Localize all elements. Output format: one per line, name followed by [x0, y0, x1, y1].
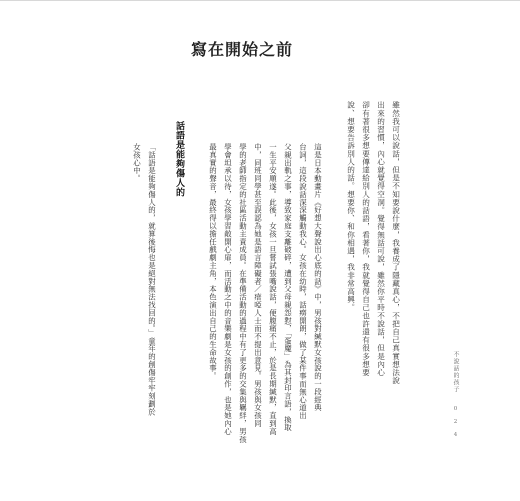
section-heading: 話語是能夠傷人的 [174, 121, 184, 197]
body-line-8: 最真實的聲音，最終得以擔任戲劇主角，本色演出自己的生命故事。 [208, 143, 218, 380]
page-title: 寫在開始之前 [191, 40, 294, 59]
poem-line-3: 卻有著很多想要傳達給別人的話語，看著你，我就覺得自己也許還有很多想要 [361, 101, 371, 377]
body-line-3: 父親出軌之事，導致家庭支離破碎，遭到父母親怨懟，「蛋魔」為其封印言語，換取 [283, 143, 293, 432]
poem-line-2: 出來的習慣，內心就覺得空洞。覺得無話可說，雖然你平時不說話，但是內心 [376, 101, 386, 377]
body-line-5: 中，同班同學甚至誤認為她是語言障礙者／瘖啞人士而不提出意見。男孩與女孩同 [253, 143, 263, 428]
quote-line-2: 女孩心中。 [132, 143, 142, 183]
body-line-6: 學的老師指定的社區活動主責成員。在準備活動的過程中有了更多的交集與羈絆，男孩 [238, 143, 248, 444]
body-line-4: 一生平安順遂。此後，女孩一旦嘗試張嘴說話，便腹痛不止，於是長期緘默，直到高 [268, 143, 278, 436]
page-number: 0 2 4 [452, 406, 459, 439]
poem-line-1: 雖然我可以說話，但是不知要說什麼，我養成了隱藏真心，不把自己真實想法說 [391, 101, 401, 385]
body-line-7: 學會坦承以待，女孩學習敞開心扉，而活動之中的音樂劇是女孩的創作，也是她內心 [223, 143, 233, 436]
body-line-1: 這是日本動畫片《好想大聲說出心底的話》中，男孩對緘默女孩說的一段經典 [313, 143, 323, 412]
running-header: 不說話的孩子 [452, 351, 459, 393]
quote-line-1: 「話語是能夠傷人的，就算後悔也是絕對無法找回的。」童年的創傷牢牢刻劃於 [147, 143, 157, 416]
poem-line-4: 說、想要告訴別人的話。想要你、和你相遇，我非常高興。 [346, 101, 356, 312]
body-line-2: 台詞，這段說話深深觸動我心。女孩在幼時，話癆開朗，做了某件事而無心道出 [298, 143, 308, 420]
